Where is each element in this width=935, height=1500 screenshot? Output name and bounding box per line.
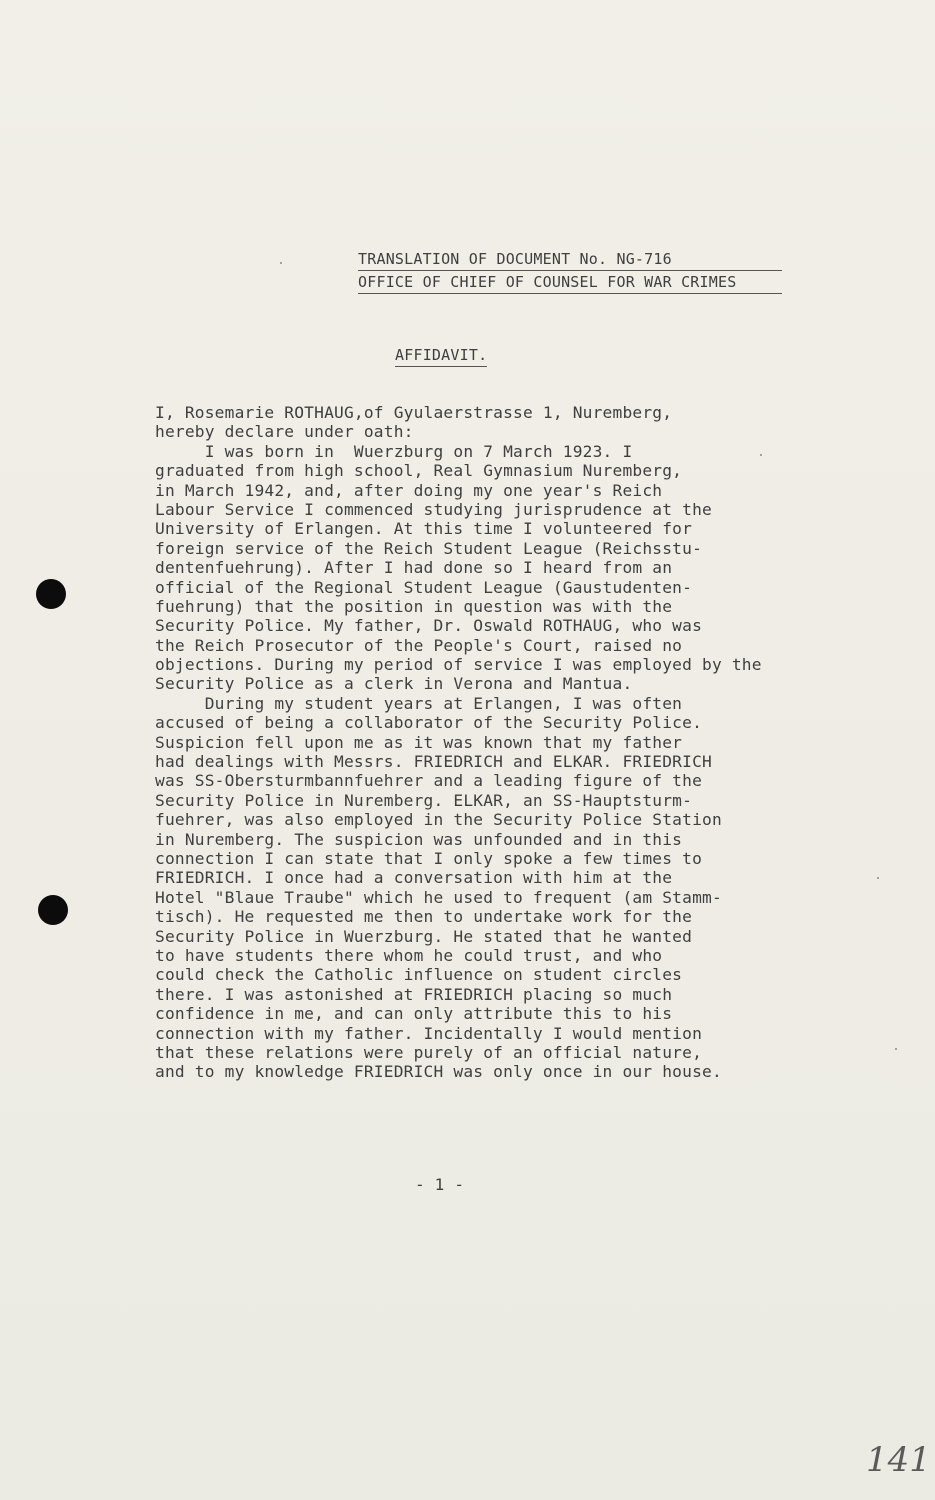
body-line: that these relations were purely of an official nature, — [155, 1042, 703, 1062]
body-line: could check the Catholic influence on student circles — [155, 965, 683, 985]
body-line: During my student years at Erlangen, I was often — [155, 693, 683, 713]
paper-speck — [895, 1048, 897, 1050]
body-line: fuehrer, was also employed in the Security Police Station — [155, 810, 722, 830]
body-line: the Reich Prosecutor of the People's Court, raised no — [155, 635, 683, 655]
body-line: official of the Regional Student League (Gaustudenten- — [155, 577, 693, 597]
body-line: Security Police in Wuerzburg. He stated that he wanted — [155, 926, 693, 946]
body-line: University of Erlangen. At this time I volunteered for — [155, 519, 693, 539]
paper-speck — [877, 877, 879, 879]
page-number: - 1 - — [415, 1175, 465, 1194]
body-line: tisch). He requested me then to undertake work for the — [155, 907, 693, 927]
body-line: and to my knowledge FRIEDRICH was only once in our house. — [155, 1062, 722, 1082]
body-line: I was born in Wuerzburg on 7 March 1923. I — [155, 441, 633, 461]
body-line: Labour Service I commenced studying jurisprudence at the — [155, 499, 712, 519]
body-line: dentenfuehrung). After I had done so I heard from an — [155, 558, 673, 578]
body-line: Security Police as a clerk in Verona and Mantua. — [155, 674, 633, 694]
header-office-line: OFFICE OF CHIEF OF COUNSEL FOR WAR CRIMES — [358, 271, 782, 294]
paper-speck — [280, 262, 282, 264]
body-line: connection I can state that I only spoke a few times to — [155, 848, 703, 868]
body-line: was SS-Obersturmbannfuehrer and a leading figure of the — [155, 771, 703, 791]
body-line: foreign service of the Reich Student League (Reichsstu- — [155, 538, 703, 558]
document-title: AFFIDAVIT. — [395, 344, 487, 367]
body-line: to have students there whom he could trust, and who — [155, 945, 663, 965]
body-line: FRIEDRICH. I once had a conversation with him at the — [155, 868, 673, 888]
body-line: in Nuremberg. The suspicion was unfounded and in this — [155, 829, 683, 849]
handwritten-page-number: 141 — [866, 1440, 931, 1480]
body-line: objections. During my period of service I was employed by the — [155, 655, 762, 675]
body-line: fuehrung) that the position in question was with the — [155, 596, 673, 616]
body-line: I, Rosemarie ROTHAUG,of Gyulaerstrasse 1, Nuremberg, — [155, 403, 673, 422]
body-line: hereby declare under oath: — [155, 422, 414, 442]
body-line: there. I was astonished at FRIEDRICH placing so much — [155, 984, 673, 1004]
body-line: connection with my father. Incidentally I would mention — [155, 1023, 703, 1043]
body-line: graduated from high school, Real Gymnasium Nuremberg, — [155, 461, 683, 481]
body-line: Security Police. My father, Dr. Oswald ROTHAUG, who was — [155, 616, 703, 636]
header-translation-line: TRANSLATION OF DOCUMENT No. NG-716 — [358, 248, 782, 271]
body-line: confidence in me, and can only attribute this to his — [155, 1004, 673, 1024]
body-line: accused of being a collaborator of the Security Police. — [155, 713, 703, 733]
punch-hole-icon — [38, 895, 68, 925]
body-line: had dealings with Messrs. FRIEDRICH and ELKAR. FRIEDRICH — [155, 752, 712, 772]
paper-speck — [760, 454, 762, 456]
body-line: Security Police in Nuremberg. ELKAR, an SS-Hauptsturm- — [155, 790, 693, 810]
document-header — [358, 248, 782, 294]
affidavit-body — [155, 403, 875, 1082]
punch-hole-icon — [36, 579, 66, 609]
body-line: Suspicion fell upon me as it was known that my father — [155, 732, 683, 752]
body-line: in March 1942, and, after doing my one year's Reich — [155, 480, 663, 500]
body-line: Hotel "Blaue Traube" which he used to frequent (am Stamm- — [155, 887, 722, 907]
